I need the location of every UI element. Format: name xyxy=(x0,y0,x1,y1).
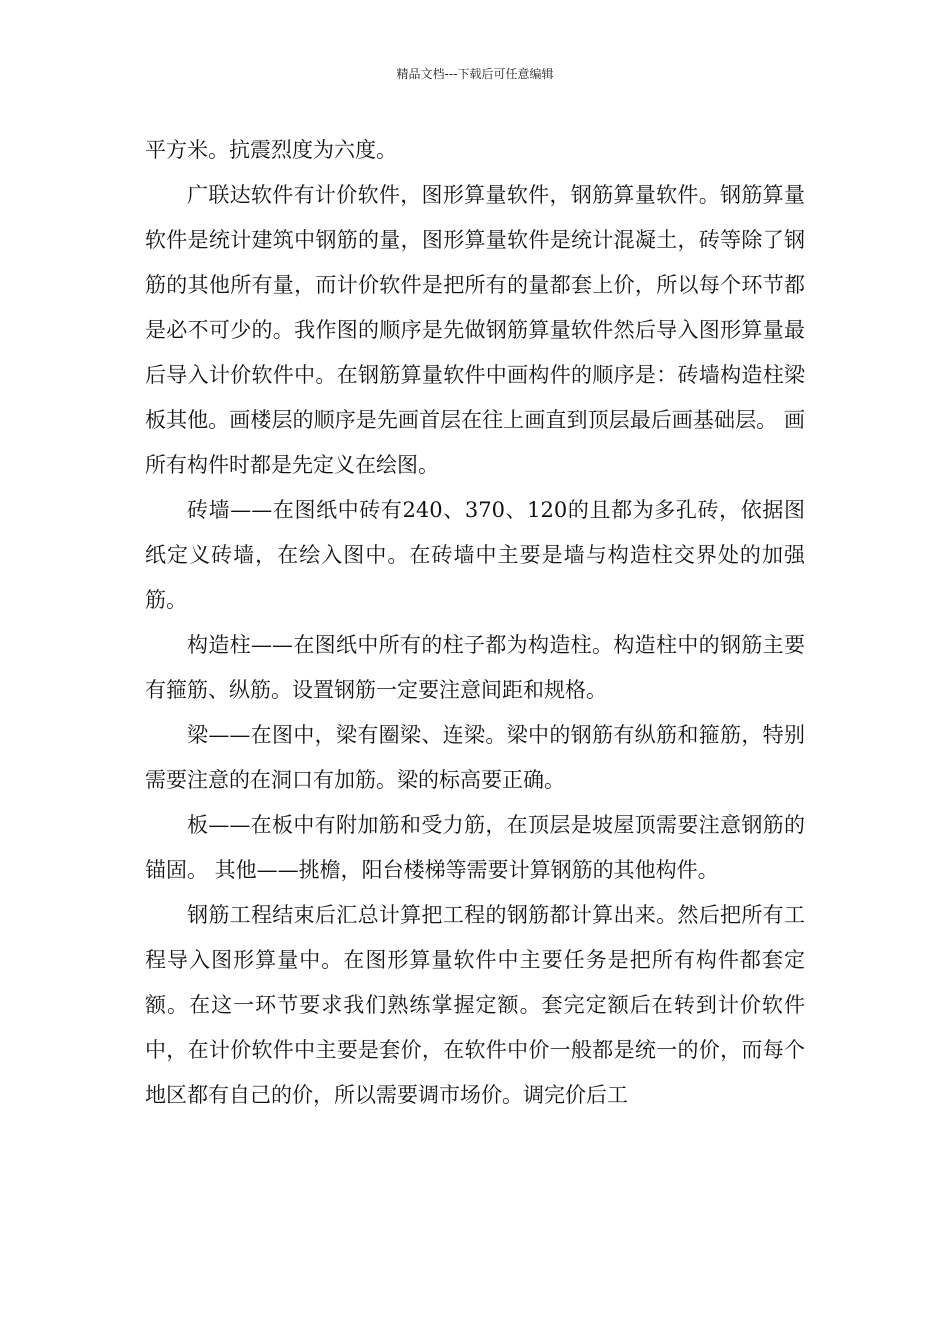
paragraph-3: 砖墙——在图纸中砖有240、370、120的且都为多孔砖，依据图纸定义砖墙，在绘入图中。在砖墙中主要是墙与构造柱交界处的加强筋。 xyxy=(145,498,805,612)
paragraph-4: 构造柱——在图纸中所有的柱子都为构造柱。构造柱中的钢筋主要有箍筋、纵筋。设置钢筋一定要注意间距和规格。 xyxy=(145,633,805,702)
paragraph-2: 广联达软件有计价软件，图形算量软件，钢筋算量软件。钢筋算量软件是统计建筑中钢筋的量，图形算量软件是统计混凝土，砖等除了钢筋的其他所有量，而计价软件是把所有的量都套上价，所以每个环节都是必不可少的。我作图的顺序是先做钢筋算量软件然后导入图形算量最后导入计价软件中。在钢筋算量软件中画构件的顺序是：砖墙构造柱梁板其他。画楼层的顺序是先画首层在往上画直到顶层最后画基础层。 画所有构件时都是先定义在绘图。 xyxy=(145,183,805,477)
paragraph-6: 板——在板中有附加筋和受力筋，在顶层是坡屋顶需要注意钢筋的锚固。 其他——挑檐，阳台楼梯等需要计算钢筋的其他构件。 xyxy=(145,813,805,882)
paragraph-5: 梁——在图中，梁有圈梁、连梁。梁中的钢筋有纵筋和箍筋，特别需要注意的在洞口有加筋。梁的标高要正确。 xyxy=(145,723,805,792)
document-body xyxy=(145,128,805,1118)
paragraph-1: 平方米。抗震烈度为六度。 xyxy=(145,138,397,162)
page-header: 精品文档---下载后可任意编辑 xyxy=(396,67,554,81)
paragraph-7: 钢筋工程结束后汇总计算把工程的钢筋都计算出来。然后把所有工程导入图形算量中。在图形算量软件中主要任务是把所有构件都套定额。在这一环节要求我们熟练掌握定额。套完定额后在转到计价软件中，在计价软件中主要是套价，在软件中价一般都是统一的价，而每个地区都有自己的价，所以需要调市场价。调完价后工 xyxy=(145,903,805,1107)
